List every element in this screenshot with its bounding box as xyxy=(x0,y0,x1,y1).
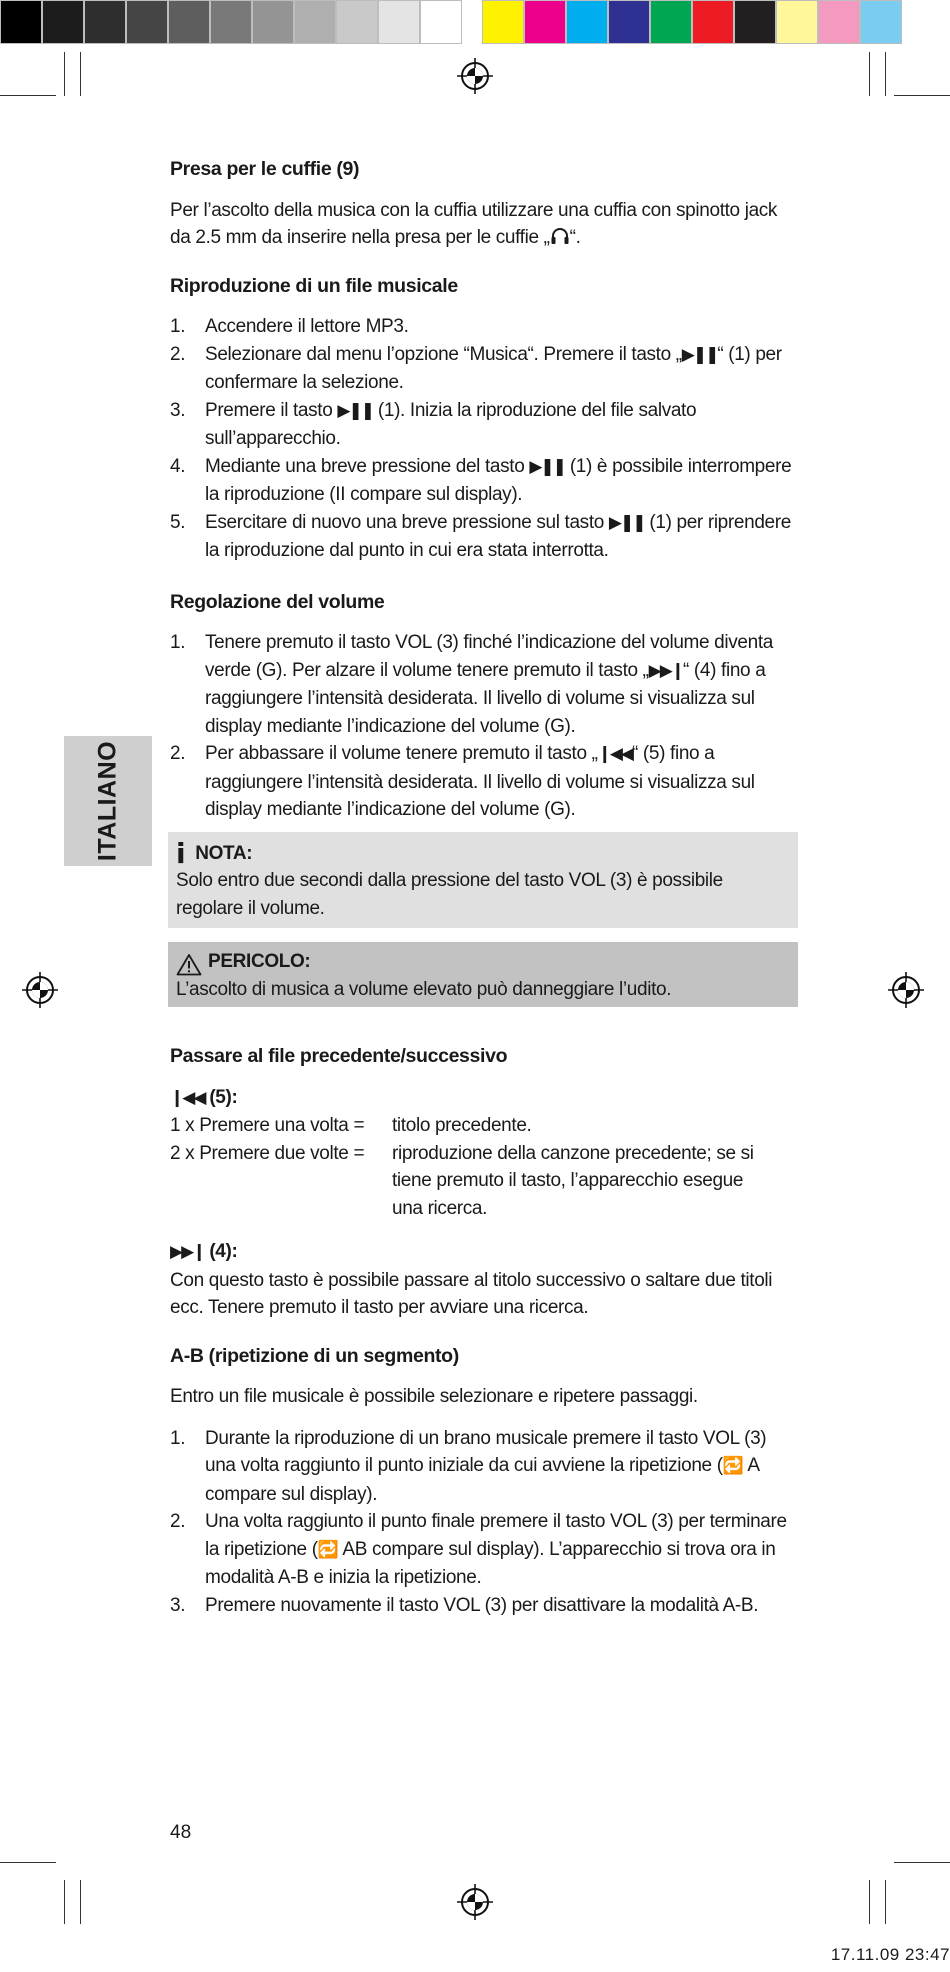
danger-text: L’ascolto di musica a volume elevato può danneggiare l’udito. xyxy=(176,978,672,1000)
warning-triangle-icon xyxy=(176,953,202,976)
list-item: 1. Accendere il lettore MP3. xyxy=(170,316,409,337)
list-item: 2. Per abbassare il volume tenere premuto il tasto „❙◀◀“ (5) fino a raggiungere l’intensità desiderata. Il livello di volume si visualizza sul display mediante l’indicazione del volume (G). xyxy=(170,743,755,820)
language-side-tab xyxy=(64,736,152,866)
crop-mark xyxy=(894,95,950,96)
ab-intro: Entro un file musicale è possibile selezionare e ripetere passaggi. xyxy=(170,1386,698,1407)
gray-swatch xyxy=(378,0,420,44)
gray-swatch xyxy=(294,0,336,44)
gray-swatch xyxy=(126,0,168,44)
next-track-icon: ▶▶❙ xyxy=(170,1242,205,1262)
crop-mark xyxy=(869,52,870,96)
section-title-headphones: Presa per le cuffie (9) xyxy=(170,158,360,180)
repeat-icon: 🔁 xyxy=(722,1456,744,1476)
play-pause-icon: ▶❚❚ xyxy=(529,456,565,477)
previous-key-label: ❙◀◀ (5): xyxy=(170,1086,238,1108)
headphones-icon xyxy=(550,227,570,245)
crop-mark xyxy=(869,1880,870,1924)
previous-track-icon: ❙◀◀ xyxy=(597,744,633,764)
volume-steps xyxy=(170,629,796,824)
playback-steps xyxy=(170,313,796,565)
color-swatch xyxy=(860,0,902,44)
next-track-icon: ▶▶❙ xyxy=(648,660,684,681)
gray-swatch xyxy=(336,0,378,44)
color-swatch xyxy=(608,0,650,44)
headphones-paragraph: Per l’ascolto della musica con la cuffia utilizzare una cuffia con spinotto jack da 2.5 mm da inserire nella presa per le cuffie „ “. xyxy=(170,199,778,248)
list-item: 3. Premere il tasto ▶❚❚ (1). Inizia la riproduzione del file salvato sull’apparecchio. xyxy=(170,399,697,449)
section-title-playback: Riproduzione di un file musicale xyxy=(170,274,458,297)
list-item: 2. Una volta raggiunto il punto finale premere il tasto VOL (3) per terminare la ripetizione (🔁 AB compare sul display). L’apparecchio si trova ora in modalità A-B e inizia la ripetizione. xyxy=(170,1511,787,1588)
registration-mark-icon xyxy=(886,970,926,1010)
gray-swatch xyxy=(84,0,126,44)
color-swatch xyxy=(776,0,818,44)
crop-mark xyxy=(885,1880,886,1924)
note-title: i NOTA: xyxy=(176,837,253,870)
language-label: ITALIANO xyxy=(93,740,122,862)
danger-box xyxy=(168,942,798,1007)
crop-mark xyxy=(885,52,886,96)
note-box xyxy=(168,832,798,929)
color-swatch xyxy=(692,0,734,44)
crop-mark xyxy=(0,95,56,96)
note-text: Solo entro due secondi dalla pressione del tasto VOL (3) è possibile regolare il volume. xyxy=(176,870,723,919)
next-key-label: ▶▶❙ (4): xyxy=(170,1241,238,1262)
page-content xyxy=(170,156,796,1643)
color-calibration-bar xyxy=(0,0,950,44)
list-item: 1. Tenere premuto il tasto VOL (3) finché l’indicazione del volume diventa verde (G). Per alzare il volume tenere premuto il tasto „▶▶❙“ (4) fino a raggiungere l’intensità desiderata. Il livello di volume si visualizza sul display mediante l’indicazione del volume (G). xyxy=(170,632,773,737)
table-row: 1 x Premere una volta = titolo precedente. xyxy=(170,1115,532,1136)
ab-steps xyxy=(170,1425,796,1620)
danger-title: PERICOLO: xyxy=(176,948,792,976)
list-item: 4. Mediante una breve pressione del tasto ▶❚❚ (1) è possibile interrompere la riproduzione (II compare sul display). xyxy=(170,455,792,505)
registration-mark-icon xyxy=(20,970,60,1010)
crop-mark xyxy=(64,52,65,96)
gray-swatch xyxy=(420,0,462,44)
gray-swatch xyxy=(42,0,84,44)
previous-track-icon: ❙◀◀ xyxy=(170,1087,205,1108)
play-pause-icon: ▶❚❚ xyxy=(337,400,373,421)
repeat-icon: 🔁 xyxy=(317,1539,339,1560)
color-swatch xyxy=(566,0,608,44)
play-pause-icon: ▶❚❚ xyxy=(681,344,718,365)
color-swatch xyxy=(650,0,692,44)
gray-swatch xyxy=(0,0,42,44)
gray-swatch xyxy=(168,0,210,44)
registration-mark-icon xyxy=(455,56,495,96)
color-swatch xyxy=(734,0,776,44)
info-icon: i xyxy=(176,837,186,870)
print-timestamp: 17.11.09 23:47 xyxy=(830,1945,950,1964)
list-item: 1. Durante la riproduzione di un brano musicale premere il tasto VOL (3) una volta raggiunto il punto iniziale da cui avviene la ripetizione (🔁 A compare sul display). xyxy=(170,1427,767,1505)
next-key-text: Con questo tasto è possibile passare al titolo successivo o saltare due titoli ecc. Tenere premuto il tasto per avviare una ricerca. xyxy=(170,1269,773,1318)
color-swatch xyxy=(482,0,524,44)
list-item: 2. Selezionare dal menu l’opzione “Musica“. Premere il tasto „▶❚❚“ (1) per confermare la selezione. xyxy=(170,343,782,393)
previous-key-table xyxy=(170,1112,796,1222)
color-swatch xyxy=(818,0,860,44)
color-swatch xyxy=(524,0,566,44)
crop-mark xyxy=(80,52,81,96)
crop-mark xyxy=(894,1862,950,1863)
list-item: 5. Esercitare di nuovo una breve pressione sul tasto ▶❚❚ (1) per riprendere la riproduzione dal punto in cui era stata interrotta. xyxy=(170,511,791,561)
section-title-ab-repeat: A-B (ripetizione di un segmento) xyxy=(170,1344,459,1367)
section-title-volume: Regolazione del volume xyxy=(170,590,385,613)
table-row: 2 x Premere due volte = riproduzione della canzone precedente; se si tiene premuto il tasto, l’apparecchio esegue una ricerca. xyxy=(170,1142,754,1219)
registration-mark-icon xyxy=(455,1882,495,1922)
list-item: 3. Premere nuovamente il tasto VOL (3) per disattivare la modalità A-B. xyxy=(170,1594,759,1616)
gray-swatch xyxy=(210,0,252,44)
crop-mark xyxy=(0,1862,56,1863)
section-title-skip: Passare al file precedente/successivo xyxy=(170,1045,508,1067)
crop-mark xyxy=(64,1880,65,1924)
gray-swatch xyxy=(252,0,294,44)
page-number: 48 xyxy=(170,1822,192,1843)
crop-mark xyxy=(80,1880,81,1924)
play-pause-icon: ▶❚❚ xyxy=(608,512,645,533)
